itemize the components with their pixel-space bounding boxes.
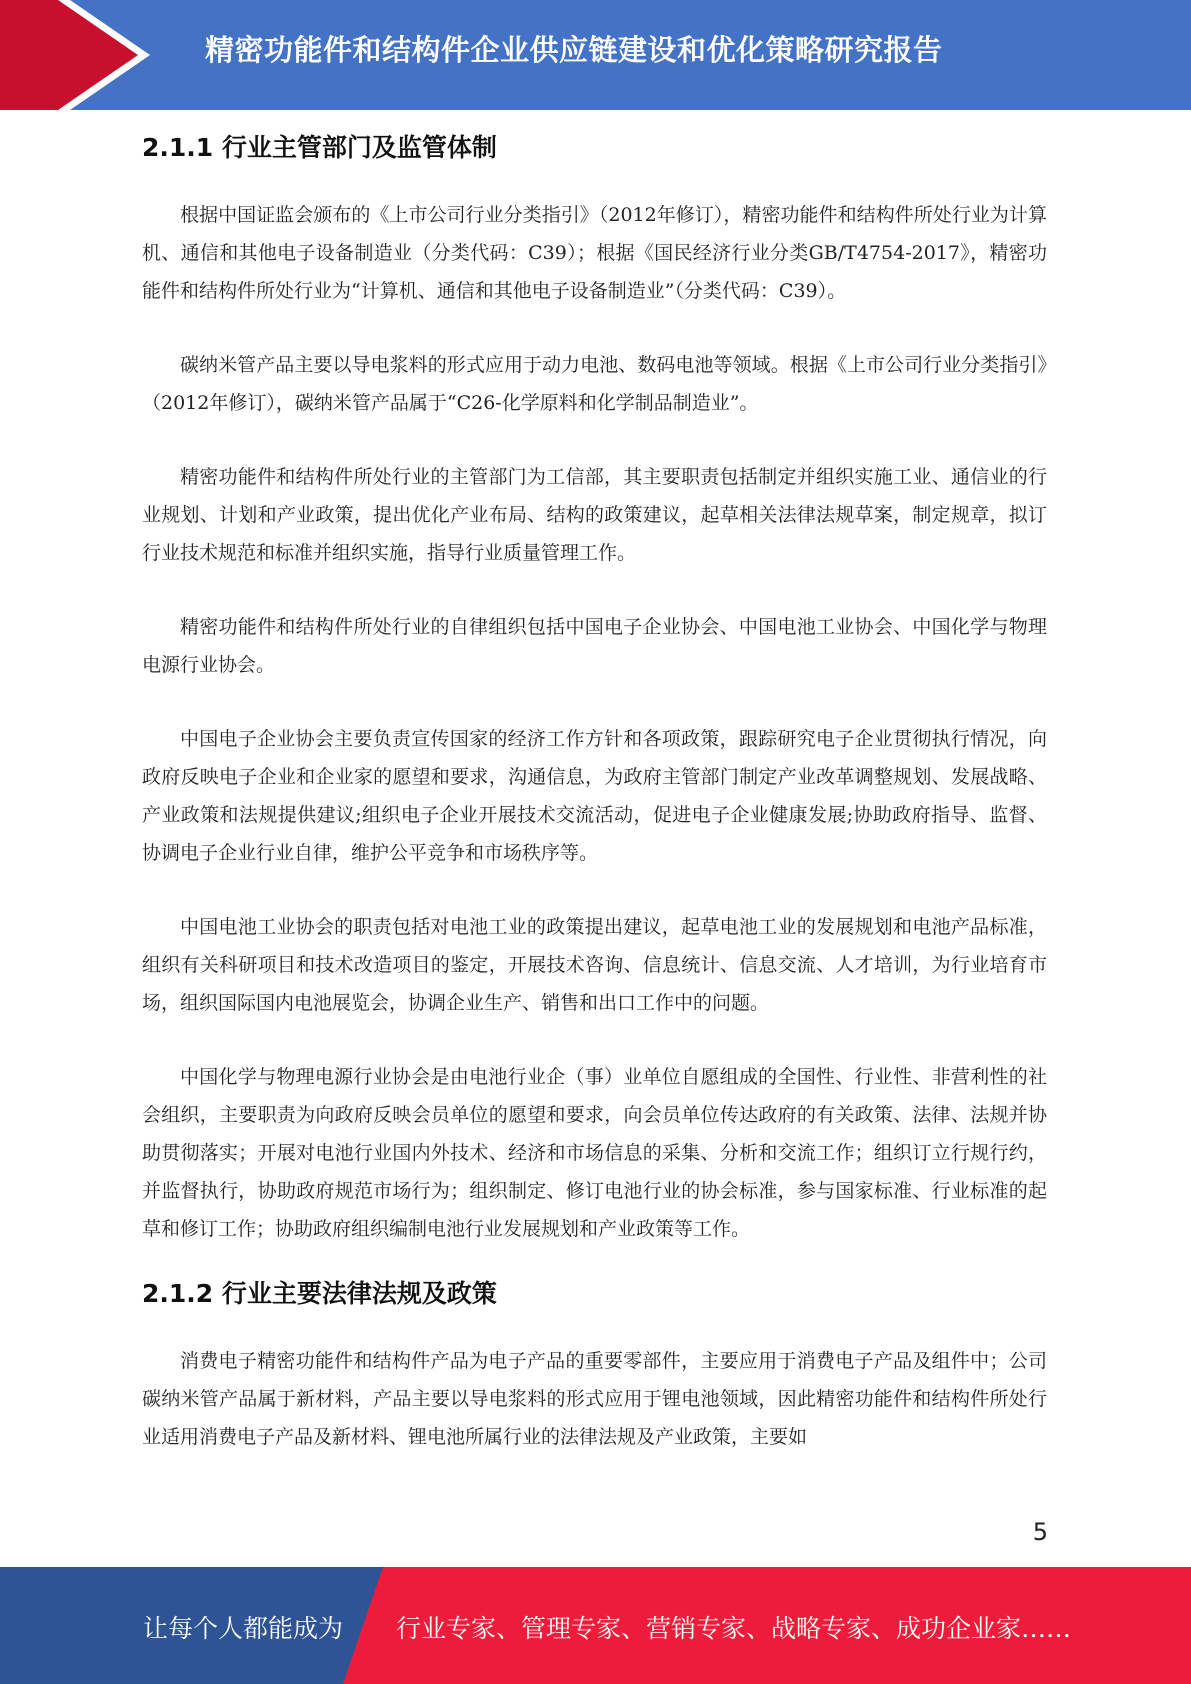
paragraph: 中国电池工业协会的职责包括对电池工业的政策提出建议，起草电池工业的发展规划和电池产品标准，组织有关科研项目和技术改造项目的鉴定，开展技术咨询、信息统计、信息交流、人才培训，为行业培育市场，组织国际国内电池展览会，协调企业生产、销售和出口工作中的问题。	[142, 916, 1047, 1014]
page-number: 5	[1032, 1518, 1048, 1546]
section-heading-2-1-2: 2.1.2 行业主要法律法规及政策	[142, 1279, 497, 1308]
footer-slogan-left: 让每个人都能成为	[143, 1614, 344, 1643]
page-body	[142, 130, 1047, 1456]
section-heading-2-1-1: 2.1.1 行业主管部门及监管体制	[142, 133, 497, 162]
paragraph: 碳纳米管产品主要以导电浆料的形式应用于动力电池、数码电池等领域。根据《上市公司行业分类指引》（2012年修订），碳纳米管产品属于“C26-化学原料和化学制品制造业”。	[142, 354, 1047, 414]
report-title: 精密功能件和结构件企业供应链建设和优化策略研究报告	[205, 33, 943, 67]
paragraph: 精密功能件和结构件所处行业的主管部门为工信部，其主要职责包括制定并组织实施工业、通信业的行业规划、计划和产业政策，提出优化产业布局、结构的政策建议，起草相关法律法规草案，制定规章，拟订行业技术规范和标准并组织实施，指导行业质量管理工作。	[142, 466, 1047, 564]
paragraph: 精密功能件和结构件所处行业的自律组织包括中国电子企业协会、中国电池工业协会、中国化学与物理电源行业协会。	[142, 616, 1047, 676]
paragraph: 根据中国证监会颁布的《上市公司行业分类指引》（2012年修订），精密功能件和结构件所处行业为计算机、通信和其他电子设备制造业（分类代码：C39）；根据《国民经济行业分类GB/T4754-2017》，精密功能件和结构件所处行业为“计算机、通信和其他电子设备制造业”（分类代码：C39）。	[142, 204, 1047, 302]
page-footer	[0, 1567, 1191, 1684]
paragraph: 消费电子精密功能件和结构件产品为电子产品的重要零部件，主要应用于消费电子产品及组件中；公司碳纳米管产品属于新材料，产品主要以导电浆料的形式应用于锂电池领域，因此精密功能件和结构件所处行业适用消费电子产品及新材料、锂电池所属行业的法律法规及产业政策，主要如	[142, 1350, 1047, 1448]
footer-slogan-right: 行业专家、管理专家、营销专家、战略专家、成功企业家……	[396, 1614, 1072, 1643]
paragraph: 中国电子企业协会主要负责宣传国家的经济工作方针和各项政策，跟踪研究电子企业贯彻执行情况，向政府反映电子企业和企业家的愿望和要求，沟通信息，为政府主管部门制定产业改革调整规划、发展战略、产业政策和法规提供建议;组织电子企业开展技术交流活动，促进电子企业健康发展;协助政府指导、监督、协调电子企业行业自律，维护公平竞争和市场秩序等。	[142, 728, 1047, 864]
page-header	[0, 0, 1191, 110]
paragraph: 中国化学与物理电源行业协会是由电池行业企（事）业单位自愿组成的全国性、行业性、非营利性的社会组织，主要职责为向政府反映会员单位的愿望和要求，向会员单位传达政府的有关政策、法律、法规并协助贯彻落实；开展对电池行业国内外技术、经济和市场信息的采集、分析和交流工作；组织订立行规行约，并监督执行，协助政府规范市场行为；组织制定、修订电池行业的协会标准，参与国家标准、行业标准的起草和修订工作；协助政府组织编制电池行业发展规划和产业政策等工作。	[142, 1066, 1047, 1240]
